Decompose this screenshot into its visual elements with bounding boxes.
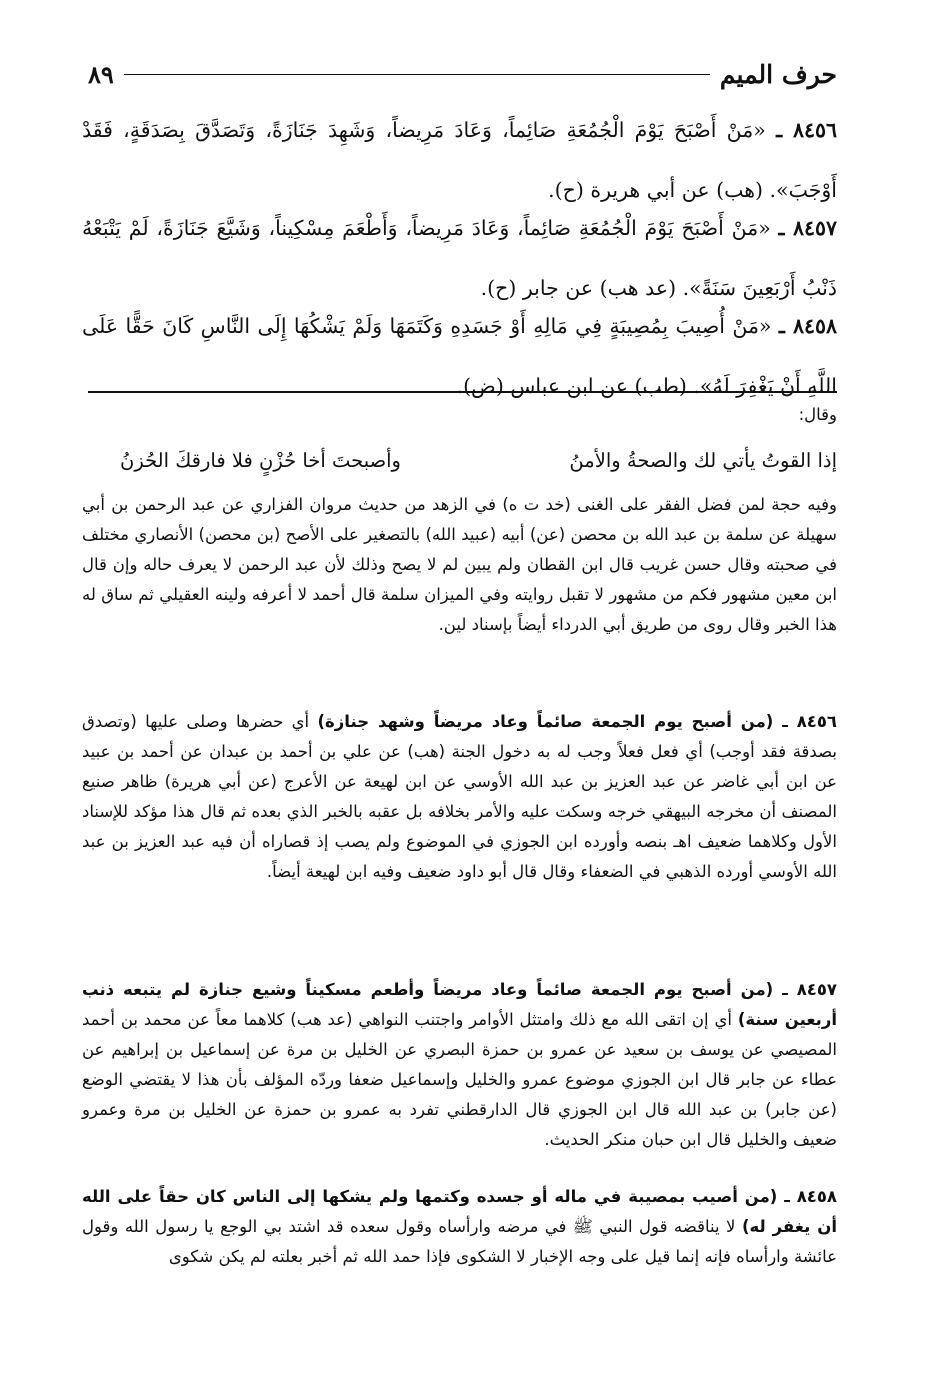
page-header — [88, 56, 837, 92]
hadith-number: ٨٤٥٦ ـ — [776, 118, 837, 142]
commentary-heading: ٨٤٥٦ ـ (من أصبح يوم الجمعة صائماً وعاد مريضاً وشهد جنازة) — [317, 712, 837, 731]
commentary-8456 — [82, 707, 837, 887]
hadith-number: ٨٤٥٧ ـ — [778, 216, 837, 240]
header-rule — [124, 74, 710, 75]
commentary-body: لا يناقضه قول النبي ﷺ في مرضه وارأساه وقول سعده قد اشتد بي الوجع يا رسول الله وقول عائشة وارأساه فإنه إنما قيل على وجه الإخبار لا الشكوى فإذا حمد الله ثم أخبر بعلته لم يكن شكوى — [82, 1217, 837, 1266]
hadith-8458 — [82, 296, 837, 416]
page-number: ٨٩ — [88, 59, 114, 89]
commentary-8458 — [82, 1182, 837, 1272]
poem-first-hemistich: إذا القوتُ يأتي لك والصحةُ والأمنُ — [569, 448, 837, 472]
hadith-text: «مَنْ أَصْبَحَ يَوْمَ الْجُمُعَةِ صَائِماً، وَعَادَ مَرِيضاً، وَأَطْعَمَ مِسْكِيناً، وَشَيَّعَ جَنَازَةً، لَمْ يَتْبَعْهُ ذَنْبُ أَرْبَعِينَ سَنَةً». (عد هب) عن جابر (ح). — [82, 216, 837, 300]
hadith-text: «مَنْ أُصِيبَ بِمُصِيبَةٍ فِي مَالِهِ أَوْ جَسَدِهِ وَكَتَمَهَا وَلَمْ يَشْكُهَا إِلَى النَّاسِ كَانَ حَقًّا عَلَى اللَّهِ أَنْ يَغْفِرَ لَهُ». (طب) عن ابن عباس (ض). — [82, 314, 837, 398]
poem-second-hemistich: وأصبحتَ أخا حُزْنٍ فلا فارقكَ الحُزنُ — [120, 448, 401, 472]
hadith-text: «مَنْ أَصْبَحَ يَوْمَ الْجُمُعَةِ صَائِماً، وَعَادَ مَرِيضاً، وَشَهِدَ جَنَازَةً، وَتَصَدَّقَ بِصَدَقَةٍ، فَقَدْ أَوْجَبَ». (هب) عن أبي هريرة (ح). — [82, 118, 837, 202]
chapter-title: حرف الميم — [719, 59, 837, 89]
commentary-heading: ٨٤٥٧ ـ (من أصبح يوم الجمعة صائماً وعاد مريضاً وأطعم مسكيناً وشيع جنازة لم يتبعه ذنب أربعين سنة) — [82, 980, 837, 1029]
commentary-body: أي حضرها وصلى عليها (وتصدق بصدقة فقد أوجب) أي فعل فعلاً وجب له به دخول الجنة (هب) عن علي بن أحمد بن عبدان عن أحمد بن عبيد عن ابن أبي غاضر عن عبد العزيز بن عبد الله الأوسي عن ابن لهيعة عن الأعرج (عن أبي هريرة) ظاهر صنيع المصنف أن مخرجه البيهقي خرجه وسكت عليه والأمر بخلافه بل عقبه بالخبر الذي بعده ثم قال هذا مؤكد للإسناد الأول وكلاهما ضعيف اهـ بنصه وأورده ابن الجوزي في الموضوع ولم يصب إذ قصاراه أن فيه عبد العزيز بن عبد الله الأوسي أورده الذهبي في الضعفاء وقال قال أبو داود ضعيف وفيه ابن لهيعة أيضاً. — [82, 712, 837, 881]
commentary-paragraph: وفيه حجة لمن فضل الفقر على الغنى (خد ت ه) في الزهد من حديث مروان الفزاري عن عبد الرحمن بن أبي سهيلة عن سلمة بن عبد الله بن محصن (عن) أبيه (عبيد الله) بالتصغير على الأصح (بن محصن) الأنصاري مختلف في صحبته وقال حسن غريب قال ابن القطان ولم يبين لم لا يصح وذلك لأن عبد الرحمن لا يعرف حاله وإن قال ابن معين مشهور فكم من مشهور لا تقبل روايته وفي الميزان سلمة قال أحمد لا أعرفه ولينه العقيلي ثم ساق له هذا الخبر وقال روى من طريق أبي الدرداء أيضاً بإسناد لين. — [82, 495, 837, 634]
said-label: وقال: — [798, 405, 837, 424]
commentary-body: أي إن اتقى الله مع ذلك وامتثل الأوامر واجتنب النواهي (عد هب) كلاهما معاً عن محمد بن أحمد المصيصي عن يوسف بن سعيد عن عمرو بن حمزة البصري عن الخليل بن مرة عن إسماعيل بن إبراهيم عن عطاء عن جابر قال ابن الجوزي موضوع عمرو والخليل وإسماعيل ضعفا وردّه المؤلف بأن هذا لا يقتضي الوضع (عن جابر) بن عبد الله قال ابن الجوزي قال الدارقطني تفرد به عمرو بن حمزة عن الخليل بن مرة وعمرو ضعيف والخليل قال ابن حبان منكر الحديث. — [82, 1010, 837, 1149]
poem-verse — [120, 438, 837, 482]
hadith-number: ٨٤٥٨ ـ — [778, 314, 837, 338]
section-divider — [88, 391, 837, 393]
commentary-8457 — [82, 975, 837, 1155]
commentary-heading: ٨٤٥٨ ـ (من أصيب بمصيبة في ماله أو جسده وكتمها ولم يشكها إلى الناس كان حقاً على الله أن يغفر له) — [82, 1187, 838, 1236]
